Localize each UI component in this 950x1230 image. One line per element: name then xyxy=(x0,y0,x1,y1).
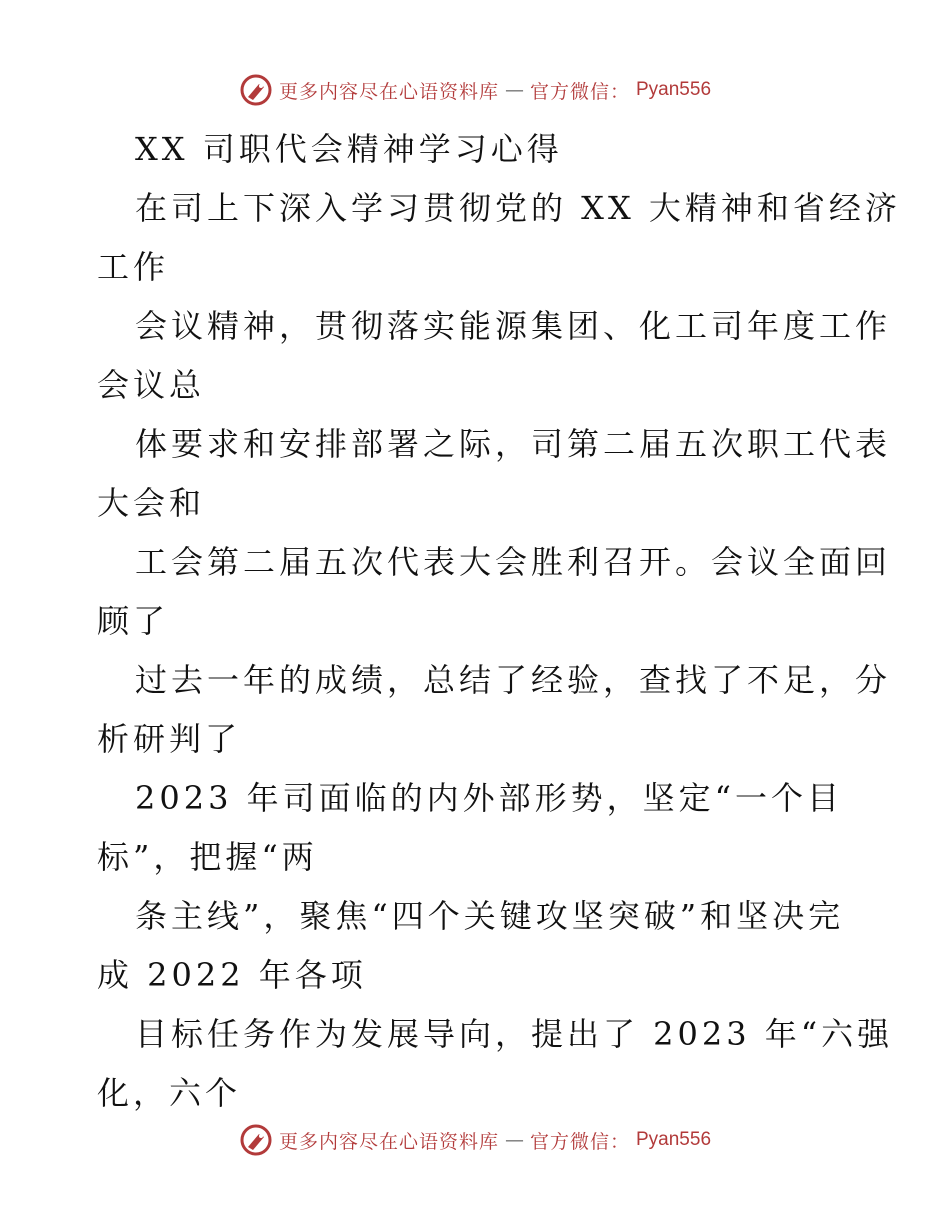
paragraph-line: 过去一年的成绩，总结了经验，查找了不足，分 xyxy=(135,661,892,699)
document-body xyxy=(97,120,901,1123)
watermark-separator: — xyxy=(504,79,524,101)
paragraph-line: 会议精神，贯彻落实能源集团、化工司年度工作 xyxy=(135,307,892,345)
paragraph-line: 会议总 xyxy=(97,366,206,404)
footer-watermark xyxy=(0,1120,950,1160)
watermark-contact-id: Pyan556 xyxy=(636,1129,712,1150)
watermark-separator: — xyxy=(504,1129,524,1151)
watermark-main-text: 更多内容尽在心语资料库 xyxy=(278,1130,499,1153)
paragraph-line: 析研判了 xyxy=(97,720,242,758)
paragraph-line: 标”，把握“两 xyxy=(97,838,318,876)
pen-nib-logo-icon xyxy=(239,1123,273,1157)
paragraph-line: 2023 年司面临的内外部形势，坚定“一个目 xyxy=(135,779,843,817)
document-title: XX 司职代会精神学习心得 xyxy=(135,130,563,168)
paragraph-line: 成 2022 年各项 xyxy=(97,956,367,994)
paragraph-line: 顾了 xyxy=(97,602,170,640)
paragraph-line: 目标任务作为发展导向，提出了 2023 年“六强 xyxy=(135,1015,894,1053)
paragraph-line: 体要求和安排部署之际，司第二届五次职工代表 xyxy=(135,425,892,463)
header-watermark xyxy=(0,70,950,110)
paragraph-line: 条主线”，聚焦“四个关键攻坚突破”和坚决完 xyxy=(135,897,845,935)
paragraph-line: 工作 xyxy=(97,248,170,286)
paragraph-line: 在司上下深入学习贯彻党的 XX 大精神和省经济 xyxy=(135,189,901,227)
pen-nib-logo-icon xyxy=(239,73,273,107)
paragraph-line: 大会和 xyxy=(97,484,206,522)
paragraph-line: 化，六个 xyxy=(97,1074,242,1112)
watermark-contact-text: 官方微信： xyxy=(529,80,630,103)
watermark-contact-id: Pyan556 xyxy=(636,79,712,100)
watermark-contact-text: 官方微信： xyxy=(529,1130,630,1153)
paragraph-line: 工会第二届五次代表大会胜利召开。会议全面回 xyxy=(135,543,892,581)
watermark-main-text: 更多内容尽在心语资料库 xyxy=(278,80,499,103)
